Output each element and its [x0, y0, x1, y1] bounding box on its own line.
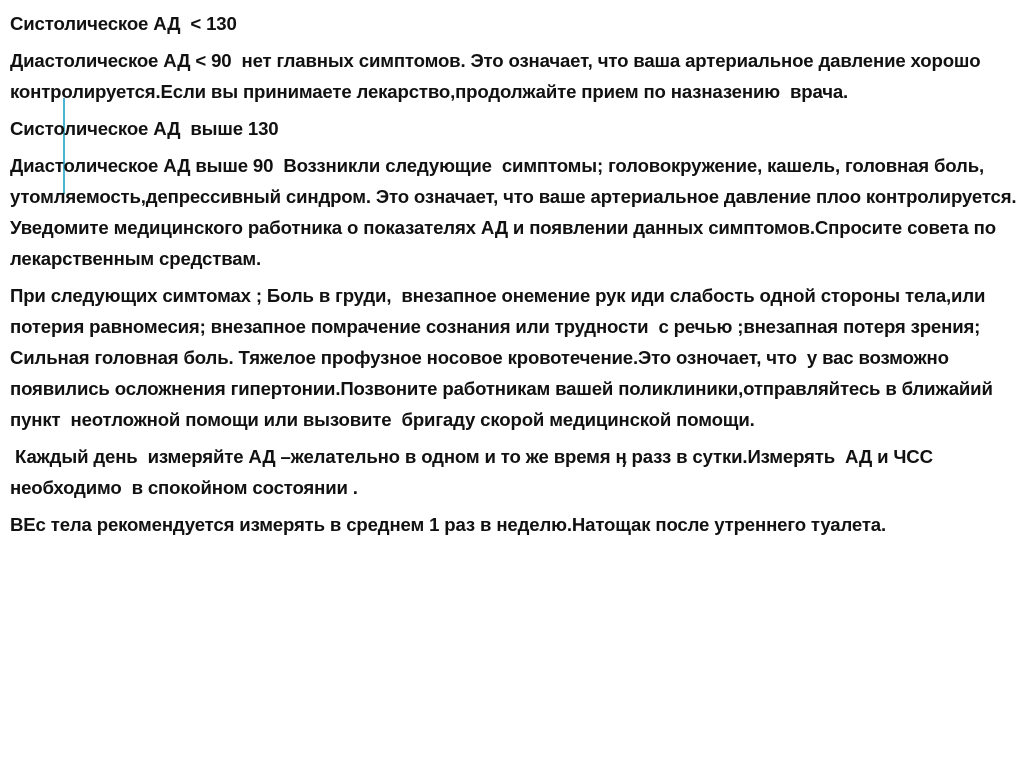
- paragraph-diastolic-normal: Диастолическое АД < 90 нет главных симптомов. Это означает, что ваша артериальное давление хорошо контролируется.Если вы принимаете лекарство,продолжайте прием по назназению врача.: [10, 50, 986, 102]
- paragraph-systolic-normal: Систолическое АД < 130: [10, 13, 237, 34]
- paragraph-emergency-symptoms: При следующих симтомах ; Боль в груди, внезапное онемение рук иди слабость одной стороны тела,или потерия равномесия; внезапное помрачение сознания или трудности с речью ;внезапная потеря зрения; Сильная головная боль. Тяжелое профузное носовое кровотечение.Это озночает, что у вас возможно появились осложнения гипертонии.Позвоните работникам вашей поликлиники,отправляйтесь в ближайий пункт неотложной помощи или вызовите бригаду скорой медицинской помощи.: [10, 285, 998, 430]
- slide-text-body: [10, 8, 1022, 546]
- paragraph-daily-measurement: Каждый день измеряйте АД –желательно в одном и то же время ӊ разз в сутки.Измерять АД и ЧСС необходимо в спокойном состоянии .: [10, 446, 938, 498]
- paragraph-systolic-high: Систолическое АД выше 130: [10, 118, 279, 139]
- paragraph-body-weight: ВЕс тела рекомендуется измерять в среднем 1 раз в неделю.Натощак после утреннего туалета.: [10, 514, 887, 535]
- paragraph-diastolic-high: Диастолическое АД выше 90 Воззникли следующие симптомы; головокружение, кашель, головная боль, утомляемость,депрессивный синдром. Это означает, что ваше артериальное давление плоо контролируется. Уведомите медицинского работника о показателях АД и появлении данных симптомов.Спросите совета по лекарственным средствам.: [10, 155, 1022, 269]
